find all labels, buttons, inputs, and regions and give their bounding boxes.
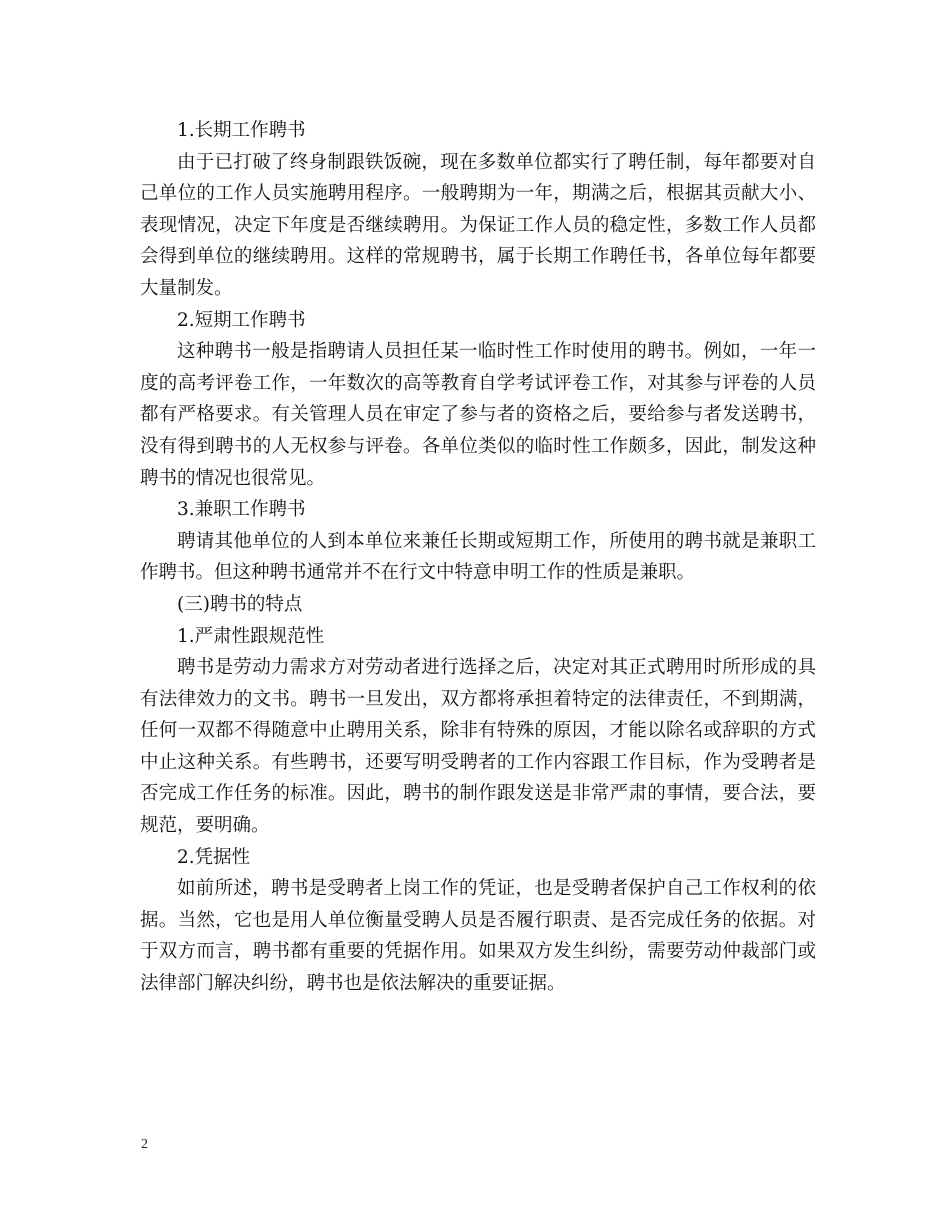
paragraph-long-term: 由于已打破了终身制跟铁饭碗，现在多数单位都实行了聘任制，每年都要对自己单位的工作人员实施聘用程序。一般聘期为一年，期满之后，根据其贡献大小、表现情况，决定下年度是否继续聘用。为保证工作人员的稳定性，多数工作人员都会得到单位的继续聘用。这样的常规聘书，属于长期工作聘任书，各单位每年都要大量制发。: [140, 151, 816, 299]
section-heading-long-term: 1.长期工作聘书: [177, 120, 306, 141]
page-number: 2: [141, 1137, 148, 1152]
paragraph-part-time: 聘请其他单位的人到本单位来兼任长期或短期工作，所使用的聘书就是兼职工作聘书。但这种聘书通常并不在行文中特意申明工作的性质是兼职。: [140, 530, 816, 584]
document-body: [140, 115, 816, 1000]
paragraph-short-term: 这种聘书一般是指聘请人员担任某一临时性工作时使用的聘书。例如，一年一度的高考评卷工作，一年数次的高等教育自学考试评卷工作，对其参与评卷的人员都有严格要求。有关管理人员在审定了参与者的资格之后，要给参与者发送聘书，没有得到聘书的人无权参与评卷。各单位类似的临时性工作颇多，因此，制发这种聘书的情况也很常见。: [140, 341, 816, 489]
section-heading-seriousness: 1.严肃性跟规范性: [177, 625, 325, 647]
section-heading-part-time: 3.兼职工作聘书: [177, 499, 306, 521]
section-heading-evidential: 2.凭据性: [177, 846, 251, 868]
paragraph-evidential: 如前所述，聘书是受聘者上岗工作的凭证，也是受聘者保护自己工作权利的依据。当然，它也是用人单位衡量受聘人员是否履行职责、是否完成任务的依据。对于双方而言，聘书都有重要的凭据作用。如果双方发生纠纷，需要劳动仲裁部门或法律部门解决纠纷，聘书也是依法解决的重要证据。: [140, 878, 816, 995]
paragraph-seriousness: 聘书是劳动力需求方对劳动者进行选择之后，决定对其正式聘用时所形成的具有法律效力的文书。聘书一旦发出，双方都将承担着特定的法律责任，不到期满，任何一双都不得随意中止聘用关系，除非有特殊的原因，才能以除名或辞职的方式中止这种关系。有些聘书，还要写明受聘者的工作内容跟工作目标，作为受聘者是否完成工作任务的标准。因此，聘书的制作跟发送是非常严肃的事情，要合法，要规范，要明确。: [140, 657, 816, 837]
section-heading-characteristics: (三)聘书的特点: [177, 593, 303, 615]
section-heading-short-term: 2.短期工作聘书: [177, 309, 306, 331]
